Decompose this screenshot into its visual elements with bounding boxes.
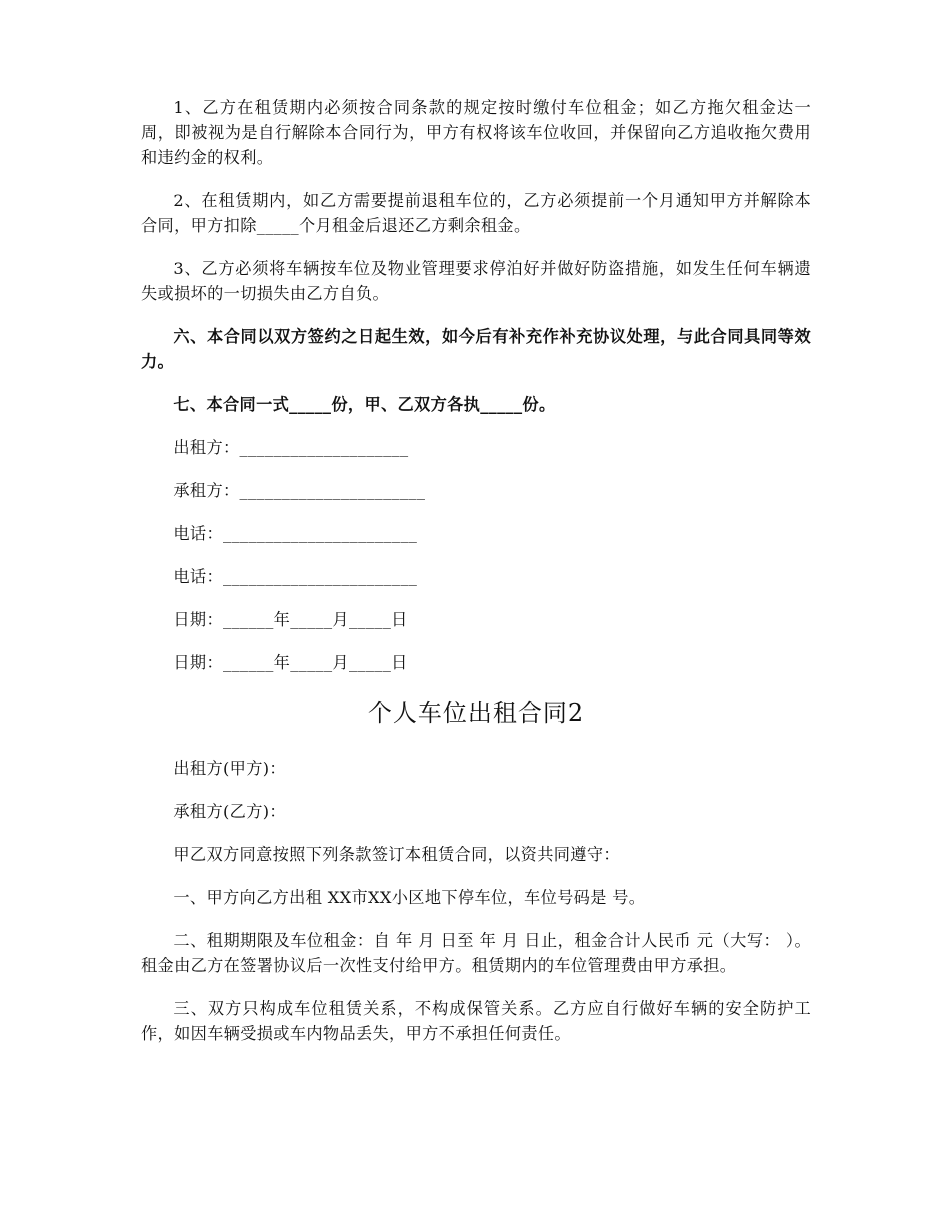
clause-paragraph: 二、租期期限及车位租金：自 年 月 日至 年 月 日止，租金合计人民币 元（大写： ）。租金由乙方在签署协议后一次性支付给甲方。租赁期内的车位管理费由甲方承担。 (141, 931, 811, 975)
signature-lessee: 承租方：______________________ (173, 481, 426, 500)
clause-paragraph-bold: 七、本合同一式_____份，甲、乙双方各执_____份。 (173, 395, 556, 414)
clause-paragraph: 一、甲方向乙方出租 XX市XX小区地下停车位，车位号码是 号。 (173, 888, 646, 907)
clause-paragraph: 2、在租赁期内，如乙方需要提前退租车位的，乙方必须提前一个月通知甲方并解除本合同，甲方扣除_____个月租金后退还乙方剩余租金。 (141, 191, 811, 235)
document-title: 个人车位出租合同2 (367, 699, 585, 727)
clause-paragraph-bold: 六、本合同以双方签约之日起生效，如今后有补充作补充协议处理，与此合同具同等效力。 (141, 327, 811, 371)
party-b-line: 承租方(乙方)： (173, 802, 286, 821)
clause-paragraph: 3、乙方必须将车辆按车位及物业管理要求停泊好并做好防盗措施，如发生任何车辆遗失或损坏的一切损失由乙方自负。 (141, 259, 811, 303)
clause-paragraph: 1、乙方在租赁期内必须按合同条款的规定按时缴付车位租金；如乙方拖欠租金达一周，即被视为是自行解除本合同行为，甲方有权将该车位收回，并保留向乙方追收拖欠费用和违约金的权利。 (141, 98, 811, 167)
signature-lessor: 出租方：____________________ (173, 438, 409, 457)
clause-paragraph: 三、双方只构成车位租赁关系，不构成保管关系。乙方应自行做好车辆的安全防护工作，如因车辆受损或车内物品丢失，甲方不承担任何责任。 (141, 999, 811, 1043)
document-content (141, 95, 811, 1046)
signature-phone: 电话：_______________________ (173, 524, 418, 543)
signature-date: 日期：______年_____月_____日 (173, 653, 408, 672)
signature-phone: 电话：_______________________ (173, 567, 418, 586)
signature-date: 日期：______年_____月_____日 (173, 610, 408, 629)
party-a-line: 出租方(甲方)： (173, 759, 286, 778)
intro-paragraph: 甲乙双方同意按照下列条款签订本租赁合同，以资共同遵守： (173, 845, 620, 864)
